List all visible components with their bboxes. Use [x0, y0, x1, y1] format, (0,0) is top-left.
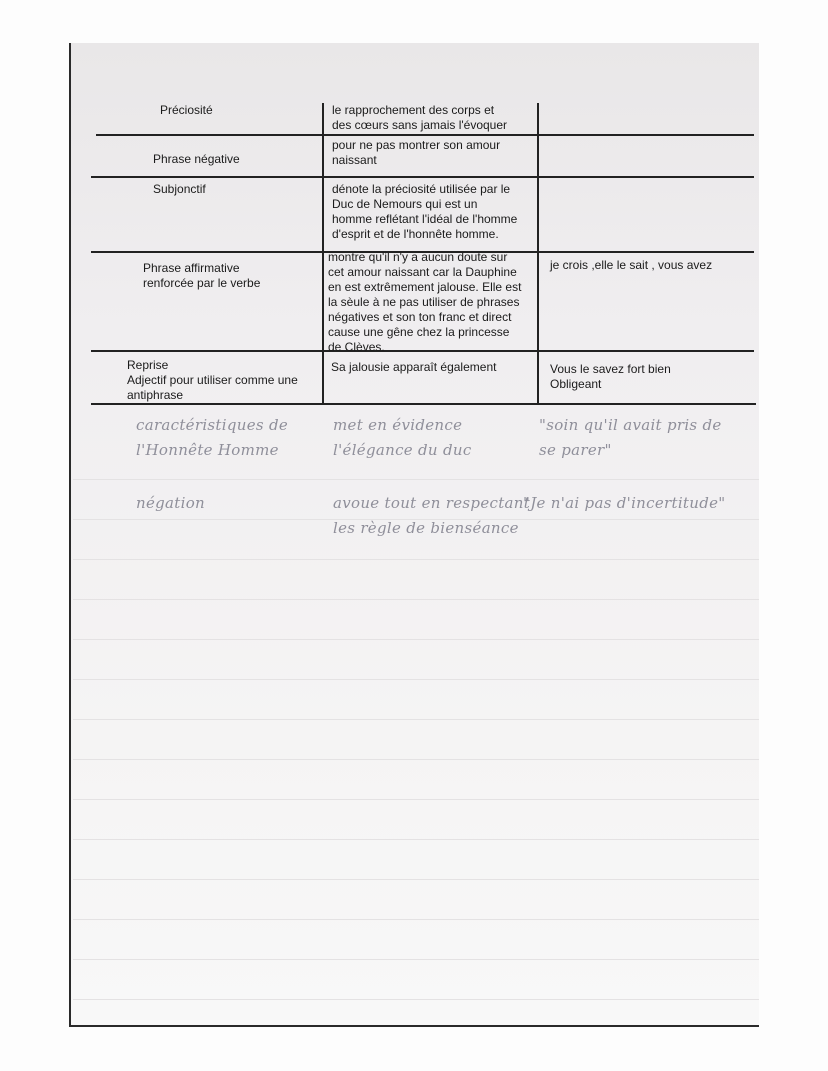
notebook-page: [69, 43, 759, 1027]
handwritten-effect: met en évidence l'élégance du duc: [333, 416, 472, 459]
handwritten-device: caractéristiques de l'Honnête Homme: [136, 416, 289, 459]
table-cell-device: Reprise Adjectif pour utiliser comme une antiphrase: [127, 358, 298, 402]
table-cell-device: Phrase affirmative renforcée par le verbe: [143, 261, 261, 290]
handwritten-device: négation: [136, 494, 205, 512]
table-rule: [91, 176, 754, 178]
table-cell-effect: montre qu'il n'y a aucun doute sur cet amour naissant car la Dauphine en est extrêmement jalouse. Elle est la sèule à ne pas utiliser de phrases négatives et son ton franc et direct cause une gêne chez la princesse de Clèves.: [328, 250, 522, 354]
handwritten-example: "soin qu'il avait pris de se parer": [539, 416, 722, 459]
table-cell-effect: pour ne pas montrer son amour naissant: [332, 138, 501, 167]
table-rule: [96, 134, 754, 136]
table-cell-device: Phrase négative: [153, 152, 240, 166]
table-column-rule: [537, 103, 539, 403]
table-rule: [91, 403, 756, 405]
table-column-rule: [322, 103, 324, 403]
table-cell-example: Vous le savez fort bien Obligeant: [550, 362, 671, 391]
table-cell-effect: Sa jalousie apparaît également: [331, 360, 497, 374]
table-cell-effect: dénote la préciosité utilisée par le Duc de Nemours qui est un homme reflétant l'idéal de l'homme d'esprit et de l'honnête homme.: [332, 182, 518, 241]
table-cell-device: Subjonctif: [153, 182, 206, 196]
handwritten-example: "Je n'ai pas d'incertitude": [523, 494, 726, 512]
table-cell-example: je crois ,elle le sait , vous avez: [550, 258, 713, 272]
table-cell-effect: le rapprochement des corps et des cœurs sans jamais l'évoquer: [332, 103, 508, 132]
handwritten-effect: avoue tout en respectant les règle de bienséance: [333, 494, 531, 537]
table-cell-device: Préciosité: [160, 103, 213, 117]
